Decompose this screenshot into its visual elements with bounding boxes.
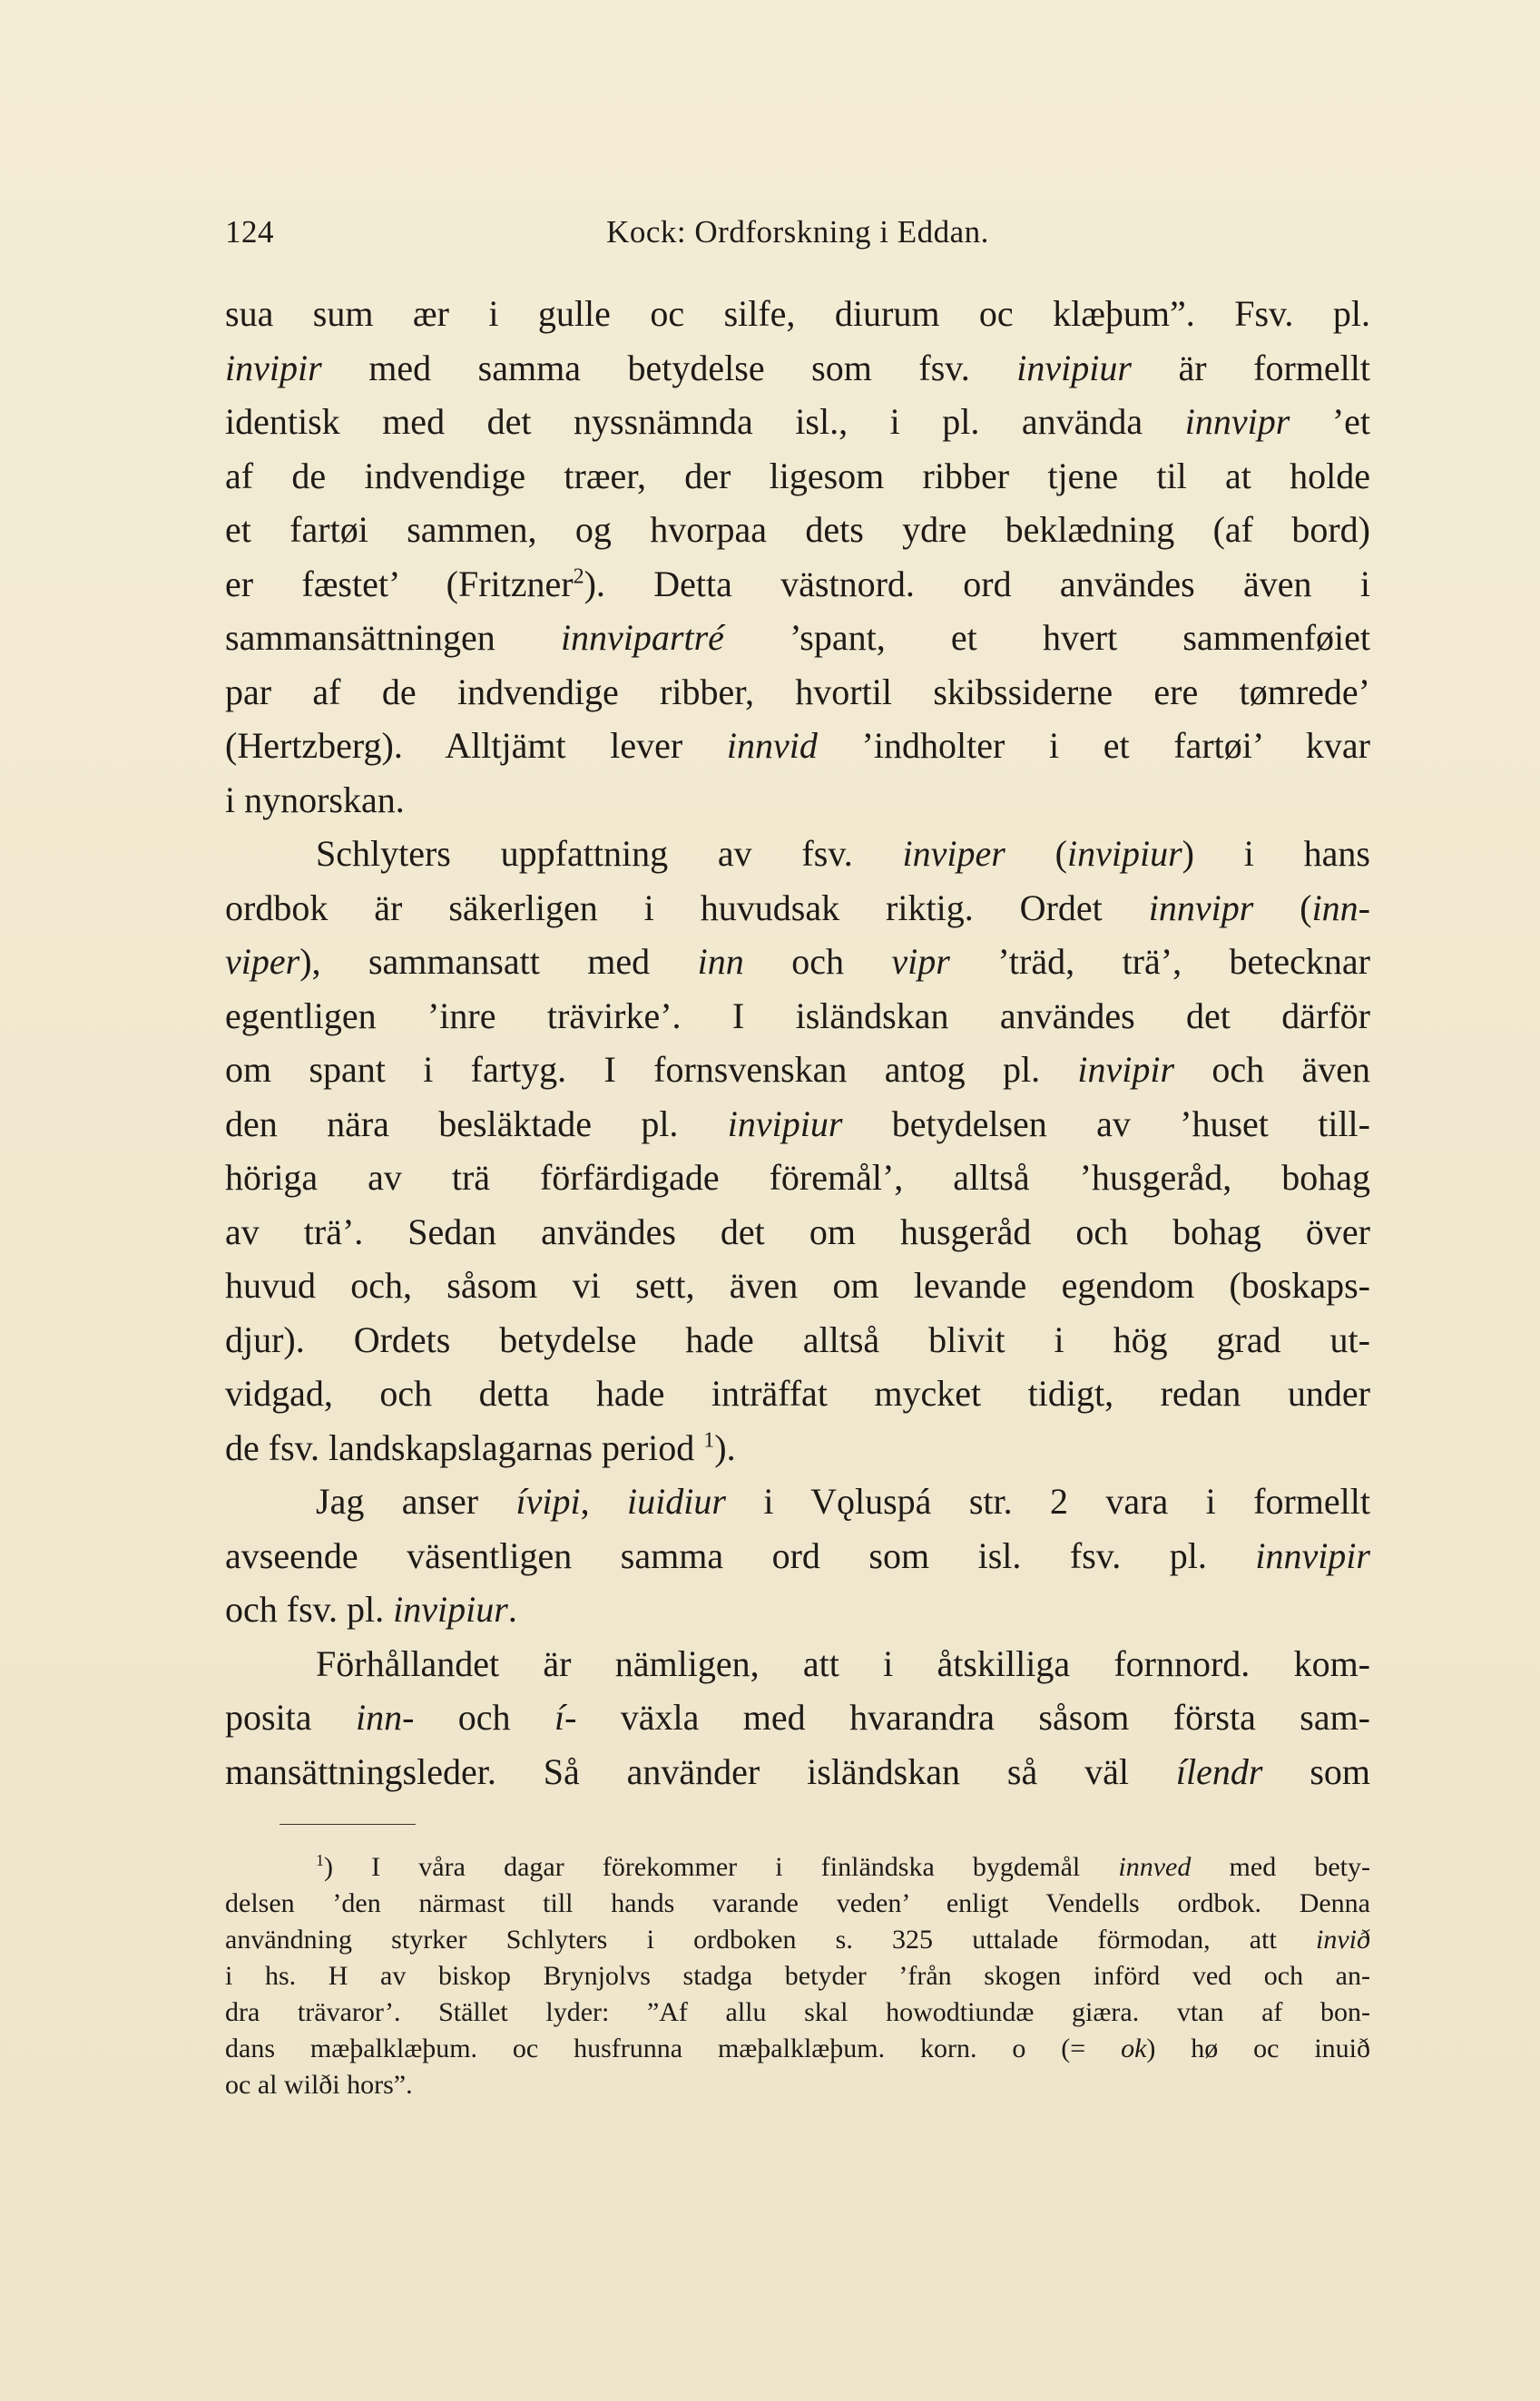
italic-term: invipiur xyxy=(393,1589,508,1630)
text-run: av trä’. Sedan användes det om husgeråd och bohag över xyxy=(225,1210,1370,1252)
text-line xyxy=(225,665,1370,720)
text-run: med bety- xyxy=(1191,1852,1370,1882)
text-run: Förhållandet är nämligen, att i åtskilliga fornnord. kom- xyxy=(316,1642,1370,1684)
text-run: i Vǫluspá str. 2 vara i formellt xyxy=(725,1481,1371,1522)
text-run: huvud och, såsom vi sett, även om levande egendom (boskaps- xyxy=(225,1265,1370,1306)
text-run: delsen ’den närmast till hands varande veden’ enligt Vendells ordbok. Denna xyxy=(225,1888,1370,1918)
text-run: och även xyxy=(1174,1049,1371,1090)
text-run: ordbok är säkerligen i huvudsak riktig. Ordet xyxy=(225,887,1149,928)
text-line xyxy=(225,1529,1370,1583)
text-run: om spant i fartyg. I fornsvenskan antog pl. xyxy=(225,1049,1078,1090)
text-run: är formellt xyxy=(1131,347,1370,388)
text-line xyxy=(225,1637,1370,1691)
italic-term: inviper xyxy=(902,833,1005,874)
footnote-line xyxy=(225,1922,1370,1958)
text-run: ) i hans xyxy=(1182,833,1370,874)
text-line xyxy=(225,989,1370,1044)
text-run: par af de indvendige ribber, hvortil skibssiderne ere tømrede’ xyxy=(225,671,1370,712)
italic-term: iuidiur xyxy=(627,1481,726,1522)
text-run: med samma betydelse som fsv. xyxy=(321,347,1017,388)
text-run: posita xyxy=(225,1697,356,1738)
text-run: den nära besläktade pl. xyxy=(225,1102,728,1144)
text-line xyxy=(225,341,1370,396)
text-run: , xyxy=(580,1481,628,1522)
text-run: ’indholter i et fartøi’ kvar xyxy=(817,725,1370,766)
text-run: egentligen ’inre trävirke’. I isländskan användes det därför xyxy=(225,995,1370,1036)
text-run: betydelsen av ’huset till- xyxy=(842,1102,1370,1144)
italic-term: innved xyxy=(1118,1852,1192,1882)
italic-term: invipiur xyxy=(1016,347,1132,388)
text-line xyxy=(225,1690,1370,1745)
italic-term: inn- xyxy=(1311,887,1370,928)
text-line xyxy=(225,449,1370,504)
italic-term: viper xyxy=(225,941,300,982)
main-text xyxy=(225,287,1370,1798)
text-line xyxy=(225,1205,1370,1259)
text-line xyxy=(225,1043,1370,1097)
text-run: Schlyters uppfattning av fsv. xyxy=(316,833,903,874)
italic-term: innvid xyxy=(726,725,818,766)
footnote-marker: 1 xyxy=(316,1851,324,1869)
text-run: sua sum ær i gulle oc silfe, diurum oc klæþum”. Fsv. pl. xyxy=(225,293,1370,334)
text-run: i hs. H av biskop Brynjolvs stadga betyder ’från skogen införd ved och an- xyxy=(225,1961,1370,1991)
italic-term: innvipr xyxy=(1148,887,1254,928)
italic-term: inn- xyxy=(355,1697,415,1738)
text-run: ) hø oc inuið xyxy=(1146,2034,1370,2063)
footnote-line xyxy=(225,1849,1370,1886)
text-line xyxy=(225,1583,1370,1637)
text-line xyxy=(225,611,1370,665)
footnote-line xyxy=(225,1958,1370,1994)
text-run: ’träd, trä’, betecknar xyxy=(949,941,1370,982)
italic-term: inn xyxy=(697,941,744,982)
text-run: som xyxy=(1262,1750,1371,1792)
footnote-marker: 1 xyxy=(703,1428,715,1453)
text-run: växla med hvarandra såsom första sam- xyxy=(576,1697,1371,1738)
italic-term: ok xyxy=(1121,2034,1147,2063)
italic-term: innvipir xyxy=(1255,1534,1370,1576)
italic-term: innvipr xyxy=(1184,401,1290,442)
text-line xyxy=(225,395,1370,449)
text-run: Jag anser xyxy=(316,1481,516,1522)
text-line xyxy=(225,1097,1370,1152)
text-run: . xyxy=(507,1589,517,1630)
text-line xyxy=(225,1421,1370,1475)
text-run: ( xyxy=(1253,887,1312,928)
text-run: användning styrker Schlyters i ordboken s. 325 uttalade förmodan, att xyxy=(225,1925,1316,1955)
text-run: ). Detta västnord. ord användes även i xyxy=(584,563,1370,604)
text-line xyxy=(225,881,1370,936)
text-run: och xyxy=(743,941,892,982)
text-run: mansättningsleder. Så använder isländskan så väl xyxy=(225,1750,1176,1792)
text-run: djur). Ordets betydelse hade alltså blivit i hög grad ut- xyxy=(225,1318,1370,1360)
text-run: identisk med det nyssnämnda isl., i pl. använda xyxy=(225,401,1185,442)
text-run: de fsv. landskapslagarnas period xyxy=(225,1426,704,1468)
page-header xyxy=(225,214,1370,260)
text-run: i nynorskan. xyxy=(225,779,405,820)
text-line xyxy=(225,1367,1370,1421)
footnote-divider xyxy=(280,1824,416,1825)
italic-term: innvipartré xyxy=(560,617,724,658)
text-run: af de indvendige træer, der ligesom ribber tjene til at holde xyxy=(225,455,1370,496)
text-run: (Hertzberg). Alltjämt lever xyxy=(225,725,727,766)
italic-term: invipiur xyxy=(1066,833,1182,874)
italic-term: invið xyxy=(1316,1925,1370,1955)
footnote-marker: 2 xyxy=(573,564,584,589)
running-title: Kock: Ordforskning i Eddan. xyxy=(606,214,989,250)
text-line xyxy=(225,827,1370,881)
text-run: ) I våra dagar förekommer i finländska bygdemål xyxy=(324,1852,1119,1882)
footnote-line xyxy=(225,1994,1370,2031)
text-run: oc al wilði hors”. xyxy=(225,2070,413,2100)
text-run: er fæstet’ (Fritzner xyxy=(225,563,574,604)
italic-term: ílendr xyxy=(1175,1750,1263,1792)
text-line xyxy=(225,935,1370,989)
text-line xyxy=(225,503,1370,557)
text-run: sammansättningen xyxy=(225,617,561,658)
italic-term: í- xyxy=(554,1697,577,1738)
text-line xyxy=(225,1745,1370,1799)
text-run: ), sammansatt med xyxy=(299,941,698,982)
text-run: vidgad, och detta hade inträffat mycket tidigt, redan under xyxy=(225,1373,1370,1414)
footnote-line xyxy=(225,2067,1370,2103)
text-run: höriga av trä förfärdigade föremål’, alltså ’husgeråd, bohag xyxy=(225,1157,1370,1198)
italic-term: invipir xyxy=(1077,1049,1175,1090)
italic-term: invipir xyxy=(225,347,322,388)
page-number: 124 xyxy=(225,214,274,250)
text-line xyxy=(225,1475,1370,1529)
footnote-line xyxy=(225,2031,1370,2067)
text-run: ( xyxy=(1005,833,1067,874)
text-run: och fsv. pl. xyxy=(225,1589,394,1630)
text-line xyxy=(225,1151,1370,1205)
text-run: ’spant, et hvert sammenføiet xyxy=(723,617,1370,658)
text-line xyxy=(225,719,1370,773)
text-line xyxy=(225,287,1370,341)
italic-term: invipiur xyxy=(727,1102,843,1144)
text-run: ’et xyxy=(1290,401,1371,442)
text-run: och xyxy=(414,1697,554,1738)
text-line xyxy=(225,773,1370,828)
text-run: dans mæþalklæþum. oc husfrunna mæþalklæþum. korn. o (= xyxy=(225,2034,1122,2063)
text-run: ). xyxy=(714,1426,736,1468)
text-line xyxy=(225,1259,1370,1313)
text-run: dra trävaror’. Stället lyder: ”Af allu skal howodtiundæ giæra. vtan af bon- xyxy=(225,1997,1370,2027)
text-line xyxy=(225,1313,1370,1367)
footnotes xyxy=(225,1849,1370,2103)
footnote-line xyxy=(225,1886,1370,1922)
italic-term: vipr xyxy=(891,941,950,982)
text-run: avseende väsentligen samma ord som isl. fsv. pl. xyxy=(225,1534,1256,1576)
text-line xyxy=(225,557,1370,612)
text-run: et fartøi sammen, og hvorpaa dets ydre beklædning (af bord) xyxy=(225,509,1370,550)
italic-term: ívipi xyxy=(515,1481,581,1522)
